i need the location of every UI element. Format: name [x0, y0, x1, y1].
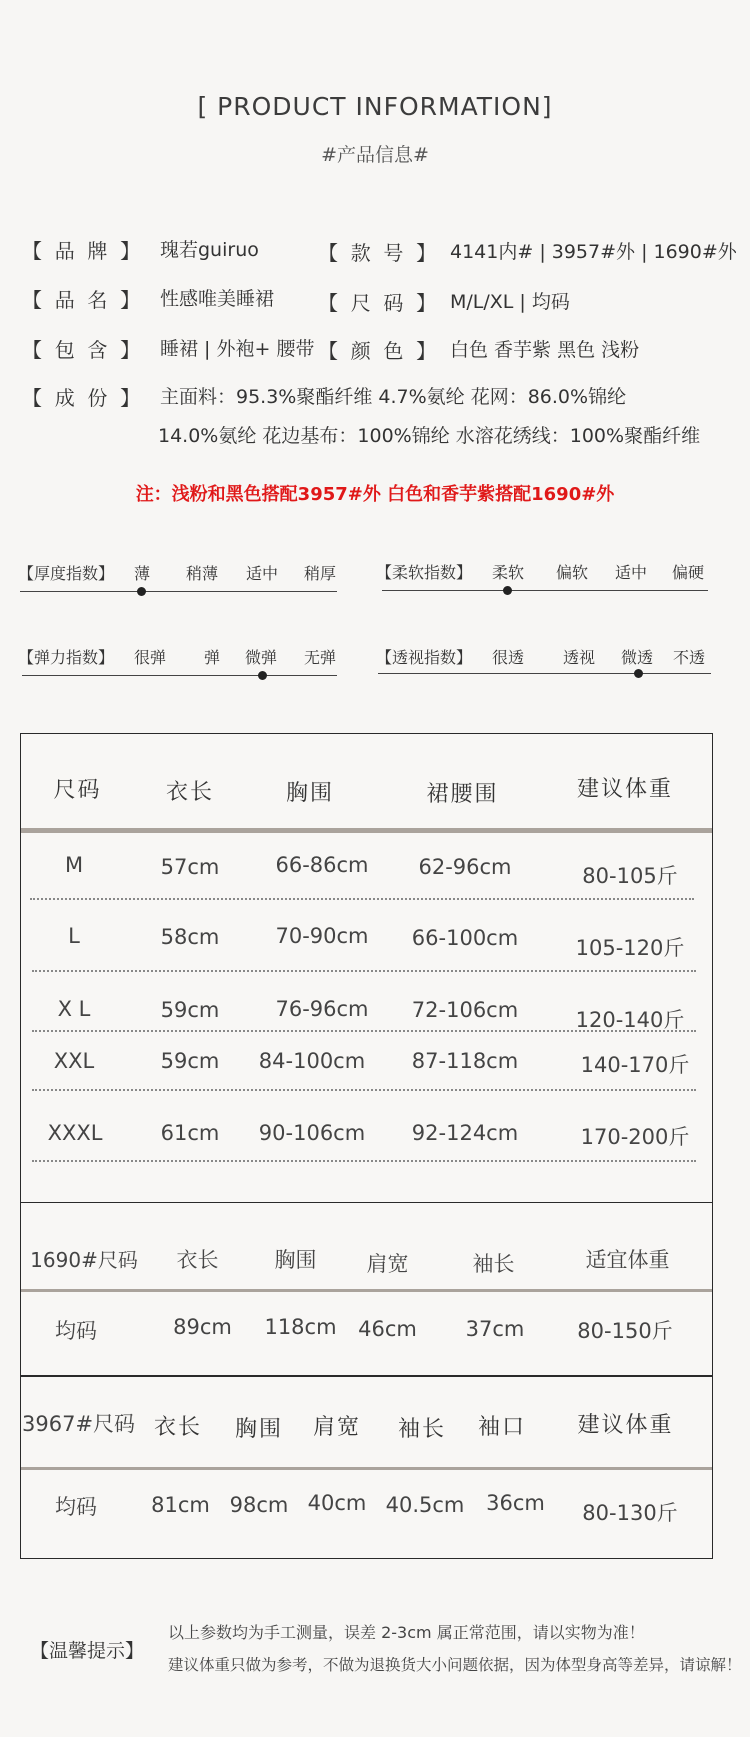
- thickness-option: 薄: [134, 564, 151, 583]
- elasticity-option: 无弹: [304, 648, 337, 667]
- transparency-option: 不透: [673, 648, 706, 667]
- softness-indicator-dot: [503, 586, 512, 595]
- table-3967-divider: [21, 1467, 712, 1470]
- table-3967-header: 3967#尺码: [22, 1412, 136, 1436]
- table-1690-header: 衣长: [176, 1248, 219, 1272]
- size-cell: 170-200斤: [580, 1125, 690, 1149]
- size-value: M/L/XL | 均码: [450, 291, 570, 313]
- table-3967-cell: 81cm: [151, 1493, 210, 1517]
- table-3967-cell: 40cm: [307, 1491, 367, 1515]
- softness-option: 适中: [615, 563, 648, 582]
- size-cell: 61cm: [160, 1121, 220, 1145]
- size-cell: M: [64, 853, 84, 877]
- page-title: [ PRODUCT INFORMATION]: [197, 92, 553, 121]
- color-matching-note: 注：浅粉和黑色搭配3957#外 白色和香芋紫搭配1690#外: [135, 484, 615, 505]
- transparency-option: 透视: [563, 648, 596, 667]
- include-value: 睡裙 | 外袍+ 腰带: [160, 338, 315, 360]
- table-3967-header: 肩宽: [312, 1415, 361, 1440]
- size-cell: 66-86cm: [275, 853, 369, 877]
- table-1690-header: 袖长: [472, 1252, 515, 1276]
- size-cell: 70-90cm: [275, 924, 369, 948]
- table-1690-header: 适宜体重: [585, 1248, 670, 1272]
- table-3967-cell: 40.5cm: [385, 1493, 465, 1517]
- transparency-option: 微透: [621, 648, 654, 667]
- row-separator: [32, 1030, 696, 1032]
- size-cell: 84-100cm: [258, 1049, 366, 1073]
- size-table-header: 胸围: [285, 781, 334, 806]
- name-label: 【 品 名 】: [22, 288, 141, 312]
- size-cell: 66-100cm: [411, 926, 519, 950]
- thickness-index-title: 【厚度指数】: [18, 564, 115, 583]
- brand-label: 【 品 牌 】: [22, 239, 141, 263]
- transparency-indicator-dot: [634, 669, 643, 678]
- transparency-option: 很透: [492, 648, 525, 667]
- size-table-header: 衣长: [165, 780, 214, 805]
- table-1690-header: 肩宽: [366, 1252, 409, 1276]
- thickness-option: 稍薄: [186, 564, 219, 583]
- row-separator: [32, 970, 696, 972]
- thickness-indicator-dot: [137, 587, 146, 596]
- table-3967-header: 衣长: [153, 1415, 202, 1440]
- row-separator: [32, 1160, 696, 1162]
- table-3967-cell: 98cm: [229, 1493, 289, 1517]
- softness-option: 柔软: [492, 563, 525, 582]
- color-value: 白色 香芋紫 黑色 浅粉: [450, 339, 640, 361]
- style-label: 【 款 号 】: [318, 241, 437, 265]
- size-cell: 59cm: [160, 1049, 220, 1073]
- table-1690-cell: 46cm: [358, 1317, 417, 1341]
- size-cell: 140-170斤: [580, 1053, 690, 1077]
- table-3967-header: 袖长: [397, 1417, 446, 1442]
- page-subtitle: #产品信息#: [321, 144, 429, 166]
- transparency-index-title: 【透视指数】: [376, 648, 473, 667]
- softness-scale-line: [382, 590, 708, 591]
- size-cell: 90-106cm: [258, 1121, 366, 1145]
- size-cell: 105-120斤: [575, 936, 685, 960]
- table-3967-header: 建议体重: [577, 1413, 674, 1438]
- size-table-header: 建议体重: [576, 777, 673, 802]
- table-1690-cell: 80-150斤: [577, 1319, 673, 1343]
- size-cell: 120-140斤: [575, 1008, 685, 1032]
- size-table-header: 裙腰围: [426, 782, 499, 807]
- table-1690-cell: 118cm: [264, 1315, 337, 1339]
- size-cell: 80-105斤: [582, 864, 678, 888]
- size-cell: XXL: [53, 1049, 95, 1073]
- size-cell: 92-124cm: [411, 1121, 519, 1145]
- table-1690-cell: 37cm: [465, 1317, 525, 1341]
- name-value: 性感唯美睡裙: [160, 288, 275, 310]
- material-line-1: 主面料：95.3%聚酯纤维 4.7%氨纶 花网：86.0%锦纶: [160, 386, 627, 408]
- softness-index-title: 【柔软指数】: [376, 563, 473, 582]
- thickness-option: 稍厚: [304, 564, 337, 583]
- include-label: 【 包 含 】: [22, 338, 141, 362]
- brand-value: 瑰若guiruo: [160, 239, 259, 261]
- transparency-scale-line: [378, 673, 711, 674]
- elasticity-indicator-dot: [258, 671, 267, 680]
- color-label: 【 颜 色 】: [318, 339, 437, 363]
- size-cell: 72-106cm: [411, 998, 519, 1022]
- table-3967-cell: 均码: [55, 1495, 97, 1519]
- size-table-header: 尺码: [53, 778, 102, 803]
- size-cell: 57cm: [160, 855, 220, 879]
- table-3967-header: 袖口: [477, 1415, 526, 1440]
- table-1690-header: 1690#尺码: [30, 1248, 138, 1272]
- table-1690-divider: [21, 1289, 712, 1292]
- table-1690-cell: 89cm: [173, 1315, 232, 1339]
- size-cell: XXXL: [47, 1121, 103, 1145]
- material-label: 【 成 份 】: [22, 386, 141, 410]
- size-label: 【 尺 码 】: [318, 291, 437, 315]
- size-cell: 76-96cm: [275, 997, 369, 1021]
- table-header-divider: [21, 828, 712, 833]
- table-3967-cell: 80-130斤: [582, 1501, 678, 1525]
- table-3967-header: 胸围: [234, 1417, 283, 1442]
- table-1690-header: 胸围: [274, 1248, 317, 1272]
- elasticity-option: 弹: [204, 648, 221, 667]
- elasticity-index-title: 【弹力指数】: [18, 648, 115, 667]
- tips-line-1: 以上参数均为手工测量，误差 2-3cm 属正常范围，请以实物为准！: [168, 1623, 645, 1642]
- size-cell: 58cm: [160, 925, 220, 949]
- size-cell: X L: [57, 997, 91, 1021]
- size-cell: 59cm: [160, 998, 220, 1022]
- table-1690-cell: 均码: [55, 1319, 97, 1343]
- tips-label: 【温馨提示】: [30, 1640, 145, 1662]
- row-separator: [30, 898, 694, 900]
- size-cell: 87-118cm: [411, 1049, 519, 1073]
- table-3967-cell: 36cm: [486, 1491, 545, 1515]
- row-separator: [32, 1089, 696, 1091]
- thickness-option: 适中: [246, 564, 279, 583]
- elasticity-option: 很弹: [134, 648, 167, 667]
- thickness-scale-line: [20, 591, 337, 592]
- elasticity-option: 微弹: [245, 648, 278, 667]
- size-cell: 62-96cm: [418, 855, 512, 879]
- elasticity-scale-line: [22, 675, 337, 676]
- softness-option: 偏硬: [672, 563, 705, 582]
- softness-option: 偏软: [556, 563, 589, 582]
- style-value: 4141内# | 3957#外 | 1690#外: [450, 241, 737, 263]
- size-cell: L: [68, 924, 80, 948]
- material-line-2: 14.0%氨纶 花边基布：100%锦纶 水溶花绣线：100%聚酯纤维: [158, 425, 701, 447]
- tips-line-2: 建议体重只做为参考，不做为退换货大小问题依据，因为体型身高等差异，请谅解！: [168, 1656, 742, 1674]
